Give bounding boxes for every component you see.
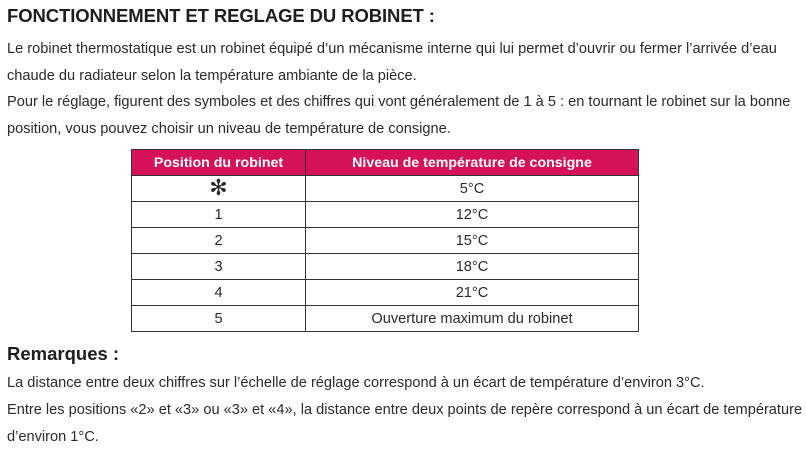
remark-line: La distance entre deux chiffres sur l’échelle de réglage correspond à un écart de température d’environ 3°C. [7,375,705,391]
level-cell: 12°C [306,202,639,228]
snowflake-icon: ✻ [209,175,228,201]
remarks-heading: Remarques : [7,343,120,364]
column-header-position: Position du robinet [132,150,306,176]
table-row [132,254,639,280]
table-row [132,202,639,228]
intro-paragraph: Le robinet thermostatique est un robinet équipé d’un mécanisme interne qui lui permet d’ouvrir ou fermer l’arrivée d’eau chaude du radiateur selon la température ambiante de la pièce. [7,41,777,84]
position-cell: 1 [132,202,306,228]
level-cell: 21°C [306,280,639,306]
table-row [132,306,639,332]
position-cell: 5 [132,306,306,332]
level-cell: 18°C [306,254,639,280]
level-cell: 15°C [306,228,639,254]
page-title: FONCTIONNEMENT ET REGLAGE DU ROBINET : [7,5,435,26]
level-cell: Ouverture maximum du robinet [306,306,639,332]
position-cell: 2 [132,228,306,254]
table-row [132,228,639,254]
temperature-settings-table [131,149,639,332]
remark-line: Entre les positions «2» et «3» ou «3» et «4», la distance entre deux points de repère correspond à un écart de température d’environ 1°C. [7,402,803,445]
level-cell: 5°C [306,176,639,202]
settings-paragraph: Pour le réglage, figurent des symboles et des chiffres qui vont généralement de 1 à 5 : en tournant le robinet sur la bonne position, vous pouvez choisir un niveau de température de consigne. [7,94,791,137]
position-cell: 4 [132,280,306,306]
table-row [132,176,639,202]
table-header-row [132,150,639,176]
table-row [132,280,639,306]
position-cell: 3 [132,254,306,280]
position-cell [132,176,306,202]
column-header-level: Niveau de température de consigne [306,150,639,176]
